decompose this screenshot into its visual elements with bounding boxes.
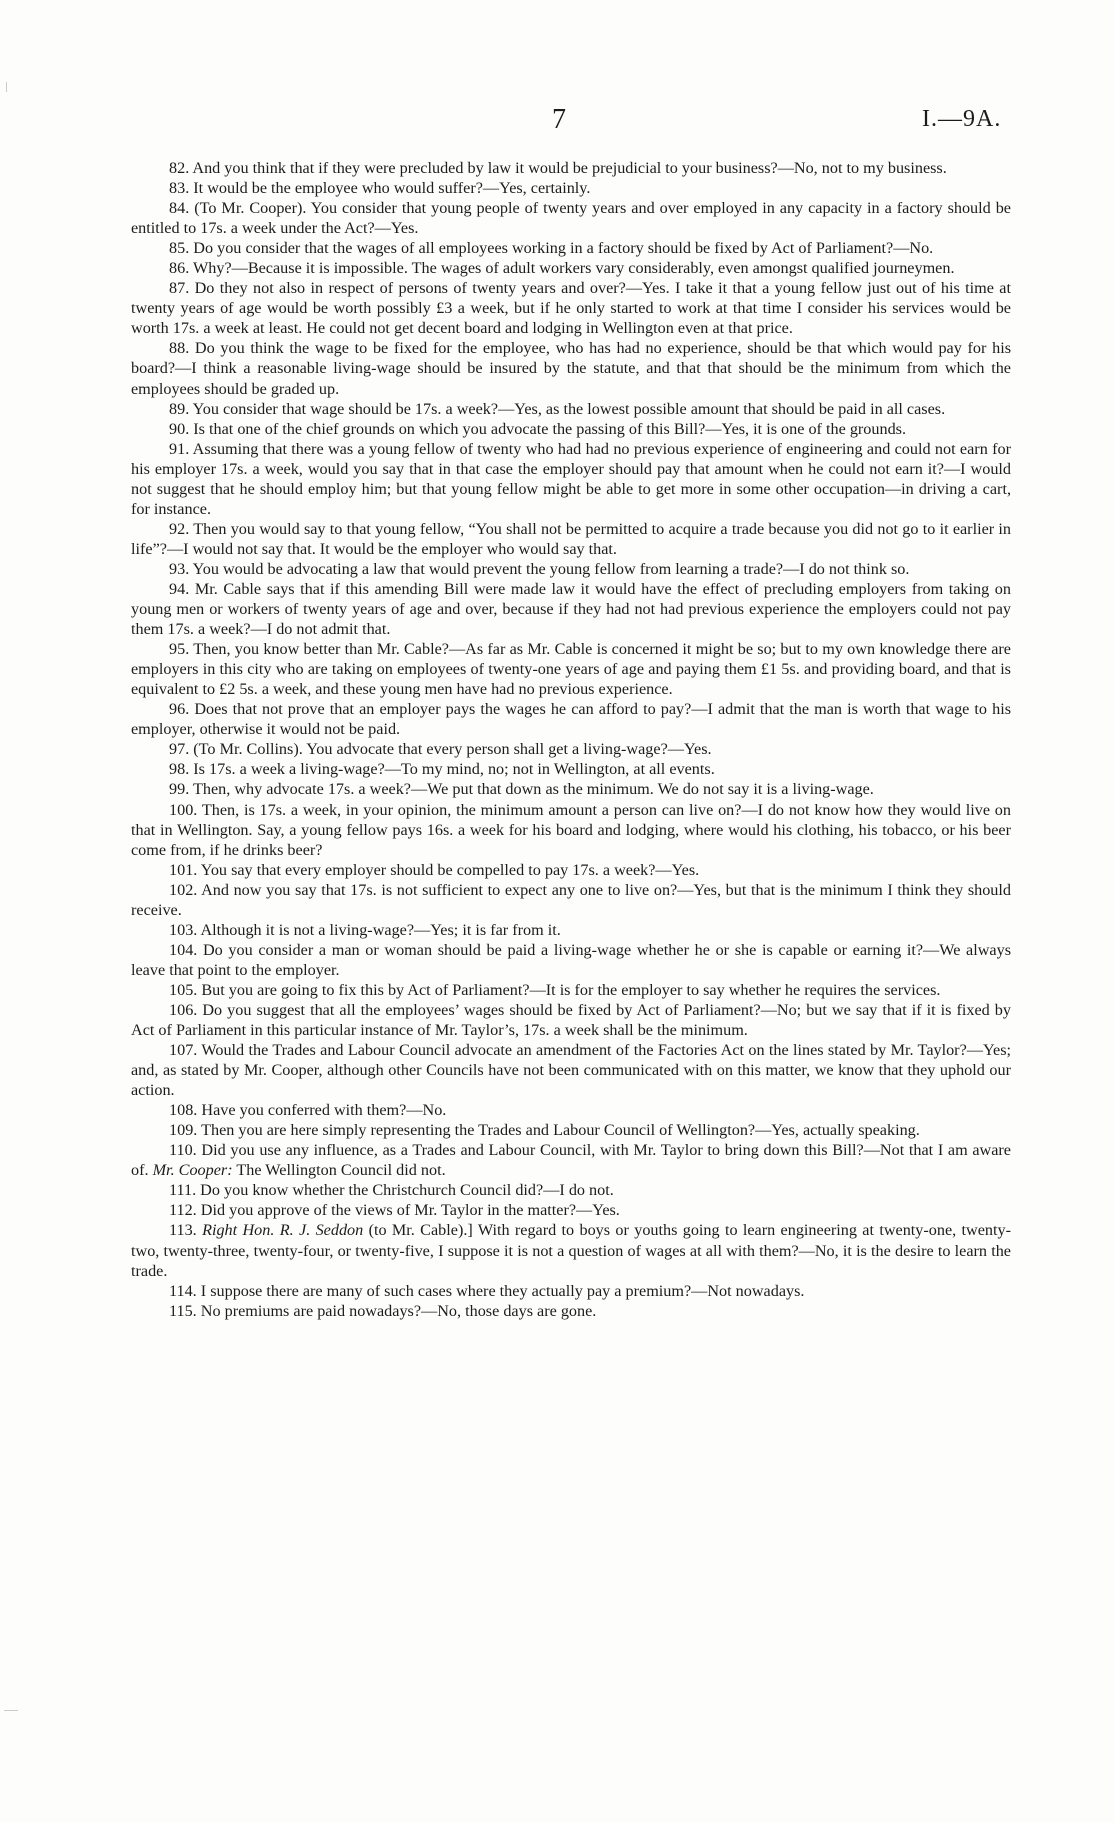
question-answer: 83. It would be the employee who would suffer?—Yes, certainly. <box>169 179 591 198</box>
question-answer: 108. Have you conferred with them?—No. <box>169 1101 447 1120</box>
page-header <box>0 104 1114 140</box>
question-answer: 85. Do you consider that the wages of all employees working in a factory should be fixed by Act of Parliament?—No. <box>169 239 934 258</box>
question-answer: 96. Does that not prove that an employer pays the wages he can afford to pay?—I admit that the man is worth that wage to his employer, otherwise it would not be paid. <box>131 700 1011 739</box>
question-answer: 106. Do you suggest that all the employees’ wages should be fixed by Act of Parliament?—No; but we say that if it is fixed by Act of Parliament in this particular instance of Mr. Taylor’s, 17s. a week shall be the minimum. <box>131 1000 1011 1040</box>
question-answer: 95. Then, you know better than Mr. Cable?—As far as Mr. Cable is concerned it might be so; but to my own knowledge there are employers in this city who are taking on employees of twenty-one years of age and paying them £1 5s. and providing board, and that is equivalent to £2 5s. a week, and these young men have had no previous experience. <box>131 640 1011 699</box>
question-answer: 112. Did you approve of the views of Mr. Taylor in the matter?—Yes. <box>169 1201 620 1220</box>
speaker-name: Right Hon. R. J. Seddon <box>202 1221 364 1240</box>
question-answer: 87. Do they not also in respect of persons of twenty years and over?—Yes. I take it that a young fellow just out of his time at twenty years of age would be worth possibly £3 a week, but if he only started to work at that time I consider his services would be worth 17s. a week at least. He could not get decent board and lodging in Wellington even at that price. <box>131 279 1011 338</box>
question-answer: 103. Although it is not a living-wage?—Yes; it is far from it. <box>169 920 561 939</box>
question-answer: 82. And you think that if they were precluded by law it would be prejudicial to your business?—No, not to my business. <box>169 159 947 177</box>
question-answer: 102. And now you say that 17s. is not sufficient to expect any one to live on?—Yes, but that is the minimum I think they should receive. <box>131 880 1011 919</box>
qa-text: (to Mr. Cable).] With regard to boys or youths going to learn engineering at twenty-one, twenty-two, twenty-three, twenty-four, or twenty-five, I suppose it is not a question of wages at all with them?—No, it is the desire to learn the trade. <box>131 1221 1011 1280</box>
question-answer: 86. Why?—Because it is impossible. The wages of adult workers vary considerably, even amongst qualified journeymen. <box>169 259 955 278</box>
question-answer: 94. Mr. Cable says that if this amending Bill were made law it would have the effect of precluding employers from taking on young men or workers of twenty years of age and over, because if they had not had previous experience the employers could not pay them 17s. a week?—I do not admit that. <box>131 579 1011 639</box>
question-answer: 88. Do you think the wage to be fixed for the employee, who has had no experience, should be that which would pay for his board?—I think a reasonable living-wage should be insured by the statute, and that that should be the minimum from which the employees should be graded up. <box>131 339 1011 398</box>
question-answer: 101. You say that every employer should be compelled to pay 17s. a week?—Yes. <box>169 860 700 879</box>
paper-reference: I.—9A. <box>922 106 1002 132</box>
question-answer: 107. Would the Trades and Labour Council advocate an amendment of the Factories Act on the lines stated by Mr. Taylor?—Yes; and, as stated by Mr. Cooper, although other Councils have not been communicated with on this matter, we know that they uphold our action. <box>131 1041 1011 1100</box>
question-answer: 111. Do you know whether the Christchurch Council did?—I do not. <box>169 1181 614 1200</box>
question-answer: 99. Then, why advocate 17s. a week?—We put that down as the minimum. We do not say it is a living-wage. <box>169 780 874 799</box>
question-answer: 91. Assuming that there was a young fellow of twenty who had had no previous experience of engineering and could not earn for his employer 17s. a week, would you say that in that case the employer should pay that amount when he could not earn it?—I would not suggest that he should employ him; but that young fellow might be able to get more in some other occupation—in driving a cart, for instance. <box>131 439 1011 518</box>
question-answer: 109. Then you are here simply representing the Trades and Labour Council of Wellington?—Yes, actually speaking. <box>169 1121 920 1140</box>
scan-mark <box>4 1710 18 1711</box>
speaker-name: Mr. Cooper: <box>152 1161 233 1180</box>
qa-text: 110. Did you use any influence, as a Trades and Labour Council, with Mr. Taylor to bring down this Bill?—Not that I am aware of. <box>131 1141 1011 1180</box>
question-answer <box>131 1220 1011 1280</box>
question-answer: 105. But you are going to fix this by Act of Parliament?—It is for the employer to say whether he requires the services. <box>169 980 941 999</box>
page-number: 7 <box>552 104 566 135</box>
qa-text: 113. <box>169 1221 203 1240</box>
question-answer: 104. Do you consider a man or woman should be paid a living-wage whether he or she is capable or earning it?—We always leave that point to the employer. <box>131 940 1011 979</box>
question-answer: 114. I suppose there are many of such cases where they actually pay a premium?—Not nowadays. <box>169 1281 805 1300</box>
question-answer: 98. Is 17s. a week a living-wage?—To my mind, no; not in Wellington, at all events. <box>169 760 715 779</box>
question-answer: 93. You would be advocating a law that would prevent the young fellow from learning a trade?—I do not think so. <box>169 559 910 578</box>
question-answer: 90. Is that one of the chief grounds on which you advocate the passing of this Bill?—Yes, it is one of the grounds. <box>169 419 907 438</box>
question-answer: 97. (To Mr. Collins). You advocate that every person shall get a living-wage?—Yes. <box>169 740 712 759</box>
question-answer: 100. Then, is 17s. a week, in your opinion, the minimum amount a person can live on?—I do not know how they would live on that in Wellington. Say, a young fellow pays 16s. a week for his board and lodging, where would his clothing, his tobacco, or his beer come from, if he drinks beer? <box>131 800 1011 859</box>
question-answer: 84. (To Mr. Cooper). You consider that young people of twenty years and over employed in any capacity in a factory should be entitled to 17s. a week under the Act?—Yes. <box>131 199 1011 238</box>
question-answer: 89. You consider that wage should be 17s. a week?—Yes, as the lowest possible amount that should be paid in all cases. <box>169 399 946 418</box>
question-answer: 115. No premiums are paid nowadays?—No, those days are gone. <box>169 1301 597 1320</box>
minutes-of-evidence <box>131 158 1011 1321</box>
qa-text: The Wellington Council did not. <box>232 1161 446 1180</box>
question-answer <box>131 1140 1011 1180</box>
question-answer: 92. Then you would say to that young fellow, “You shall not be permitted to acquire a trade because you did not go to it earlier in life”?—I would not say that. It would be the employer who would say that. <box>131 519 1011 558</box>
scan-mark <box>6 82 15 92</box>
